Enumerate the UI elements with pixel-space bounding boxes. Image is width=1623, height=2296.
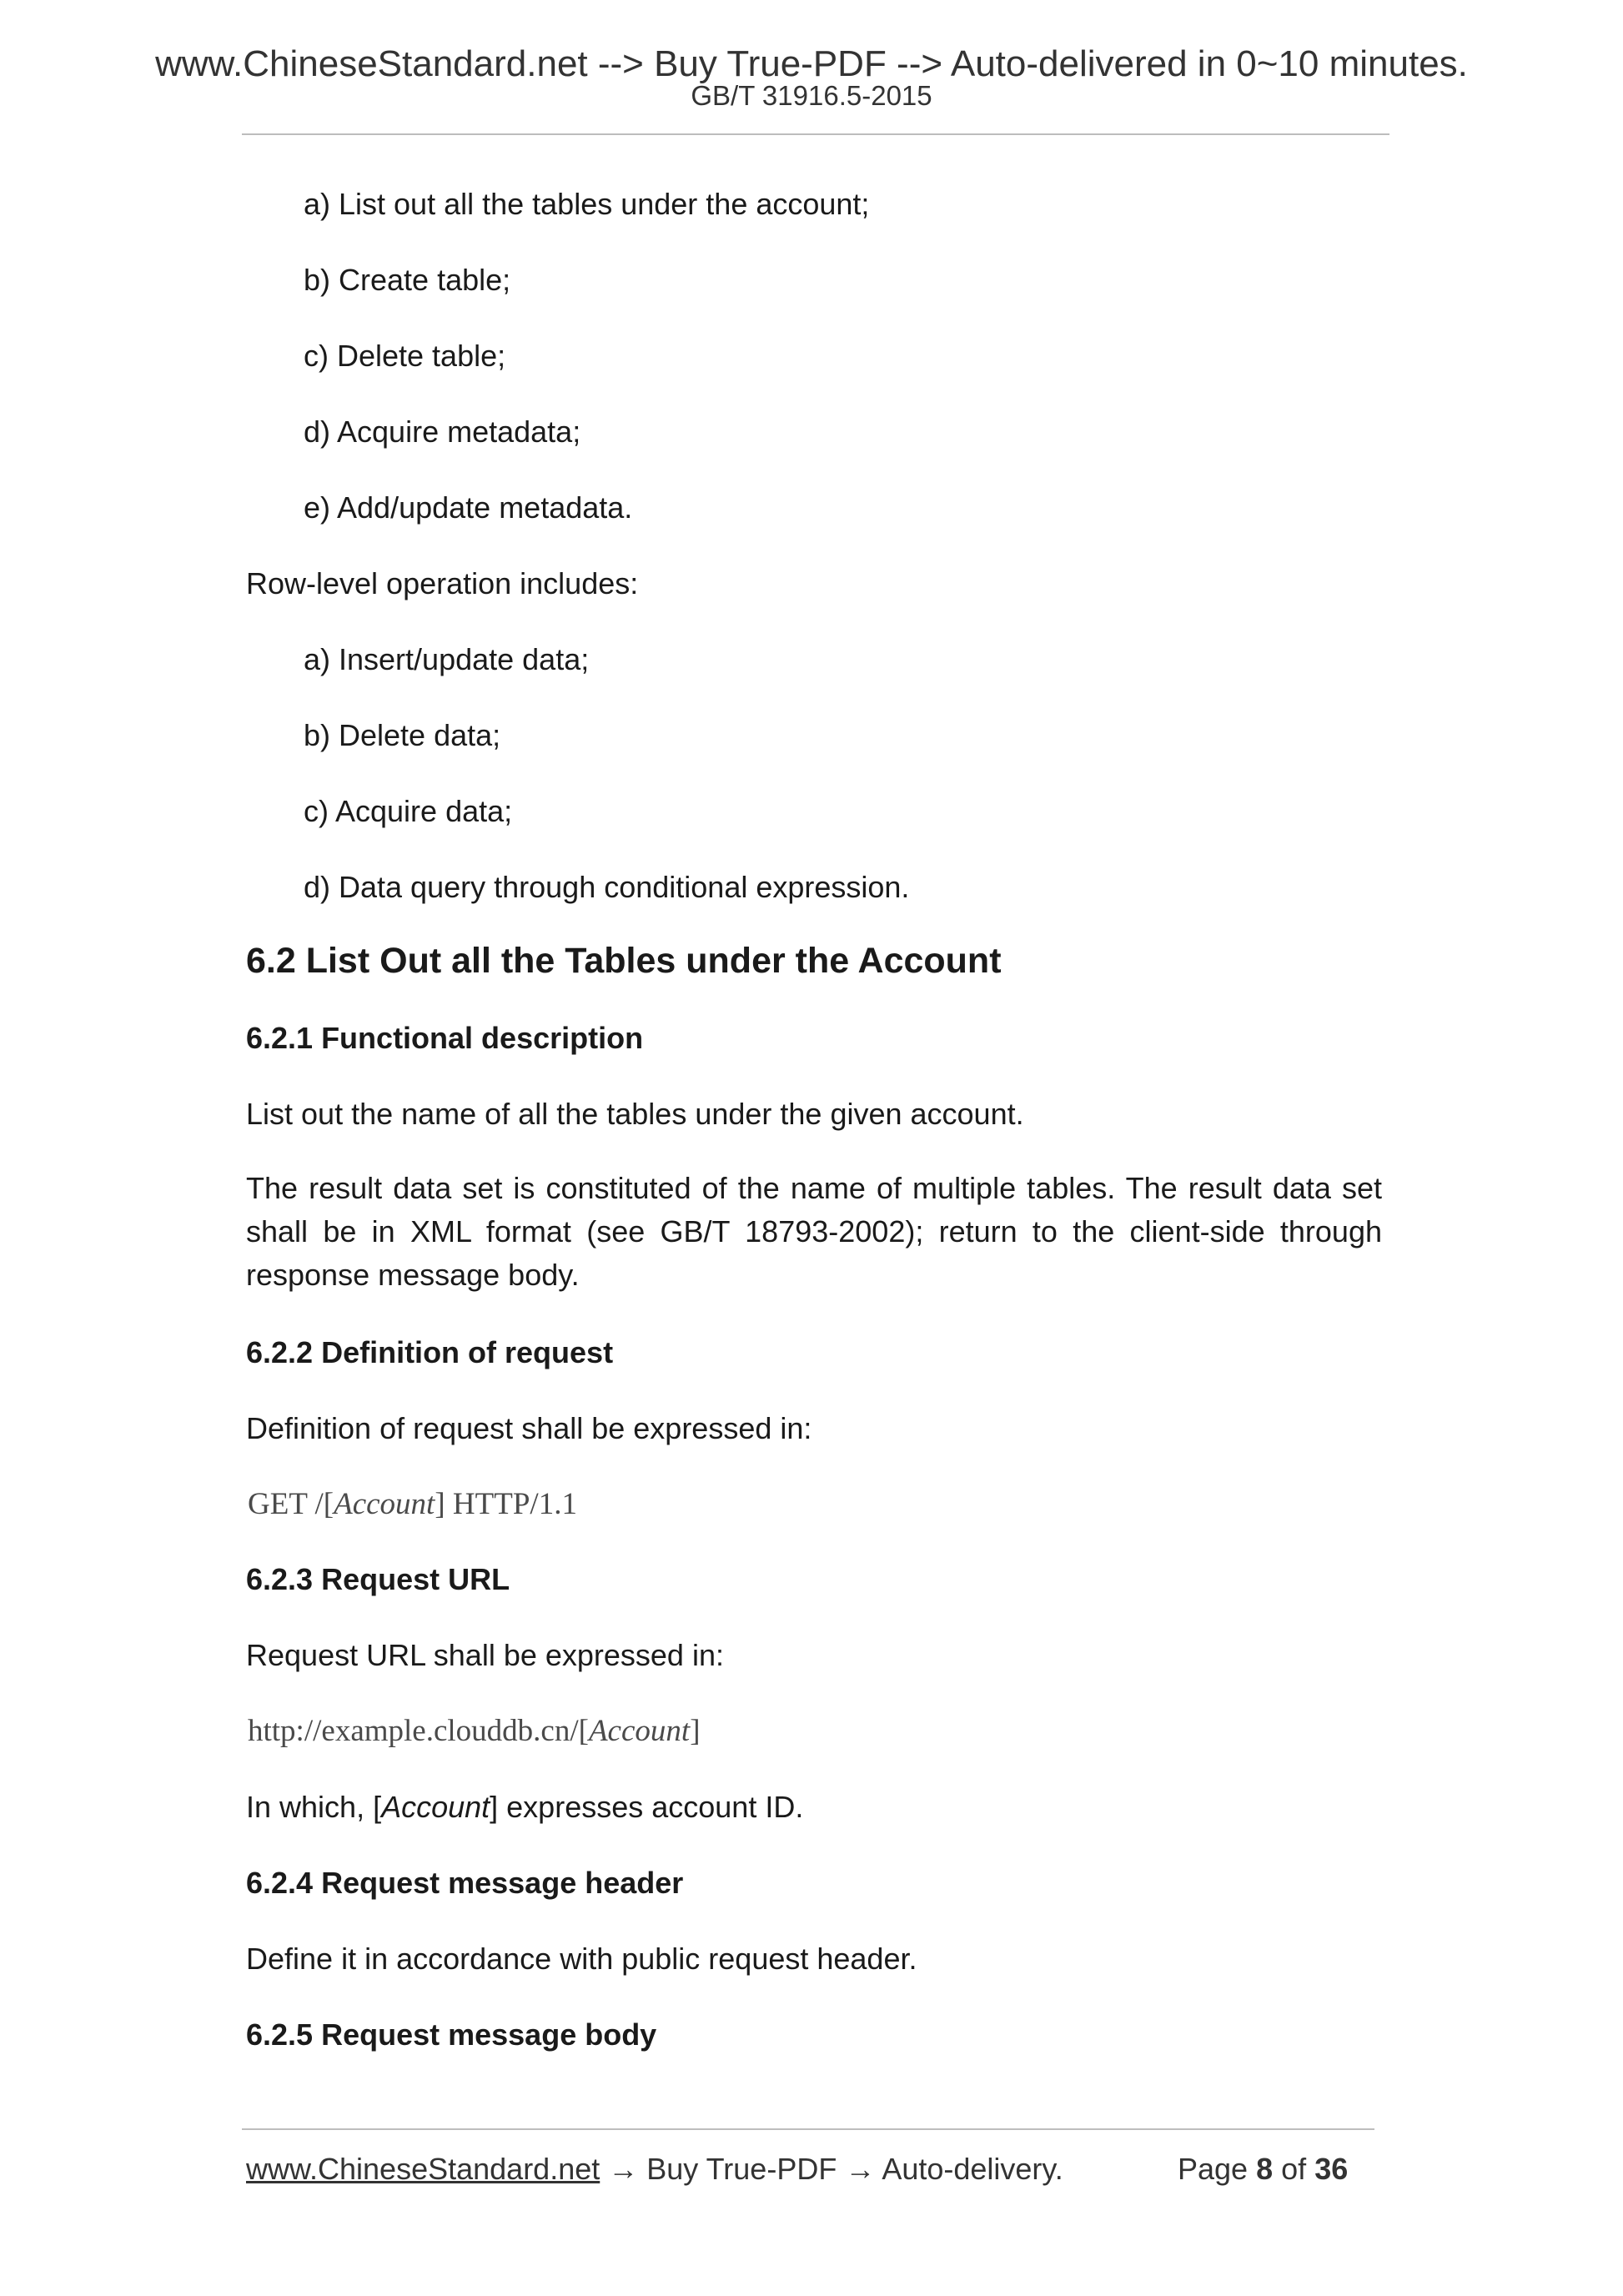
row-op-item: a) Insert/update data; bbox=[304, 642, 590, 676]
paragraph: Request URL shall be expressed in: bbox=[246, 1638, 724, 1672]
subsection-heading: 6.2.5 Request message body bbox=[246, 2017, 657, 2052]
page-indicator: Page 8 of 36 bbox=[1178, 2152, 1349, 2186]
subsection-heading: 6.2.2 Definition of request bbox=[246, 1335, 614, 1369]
row-op-item: b) Delete data; bbox=[304, 718, 501, 752]
paragraph: In which, [Account] expresses account ID. bbox=[246, 1790, 804, 1824]
paragraph: The result data set is constituted of the name of multiple tables. The result data set shall be in XML format (see GB/T 18793-2002); return to the client-side through response message body. bbox=[246, 1171, 1382, 1292]
subsection-heading: 6.2.1 Functional description bbox=[246, 1021, 644, 1055]
footer-divider bbox=[242, 2128, 1374, 2130]
footer-promo: www.ChineseStandard.net → Buy True-PDF → Auto-delivery. bbox=[246, 2152, 1063, 2186]
paragraph: List out the name of all the tables under the given account. bbox=[246, 1097, 1024, 1131]
row-op-item: c) Acquire data; bbox=[304, 794, 513, 828]
request-url-code: http://example.clouddb.cn/[Account] bbox=[248, 1714, 701, 1748]
header-divider bbox=[242, 133, 1389, 135]
row-ops-intro: Row-level operation includes: bbox=[246, 566, 639, 600]
subsection-heading: 6.2.4 Request message header bbox=[246, 1866, 684, 1900]
table-op-item: a) List out all the tables under the account; bbox=[304, 187, 870, 221]
site-banner: www.ChineseStandard.net --> Buy True-PDF --> Auto-delivered in 0~10 minutes. bbox=[155, 43, 1468, 84]
subsection-heading: 6.2.3 Request URL bbox=[246, 1562, 510, 1596]
paragraph: Definition of request shall be expressed in: bbox=[246, 1411, 812, 1445]
standard-code: GB/T 31916.5-2015 bbox=[691, 80, 932, 111]
request-definition-code: GET /[Account] HTTP/1.1 bbox=[248, 1487, 577, 1521]
row-op-item: d) Data query through conditional expression. bbox=[304, 870, 910, 904]
section-heading: 6.2 List Out all the Tables under the Account bbox=[246, 941, 1002, 981]
table-op-item: e) Add/update metadata. bbox=[304, 490, 633, 525]
paragraph: Define it in accordance with public request header. bbox=[246, 1942, 917, 1976]
table-op-item: c) Delete table; bbox=[304, 339, 506, 373]
footer-site-link[interactable]: www.ChineseStandard.net bbox=[246, 2152, 600, 2186]
table-op-item: b) Create table; bbox=[304, 263, 511, 297]
table-op-item: d) Acquire metadata; bbox=[304, 414, 581, 449]
